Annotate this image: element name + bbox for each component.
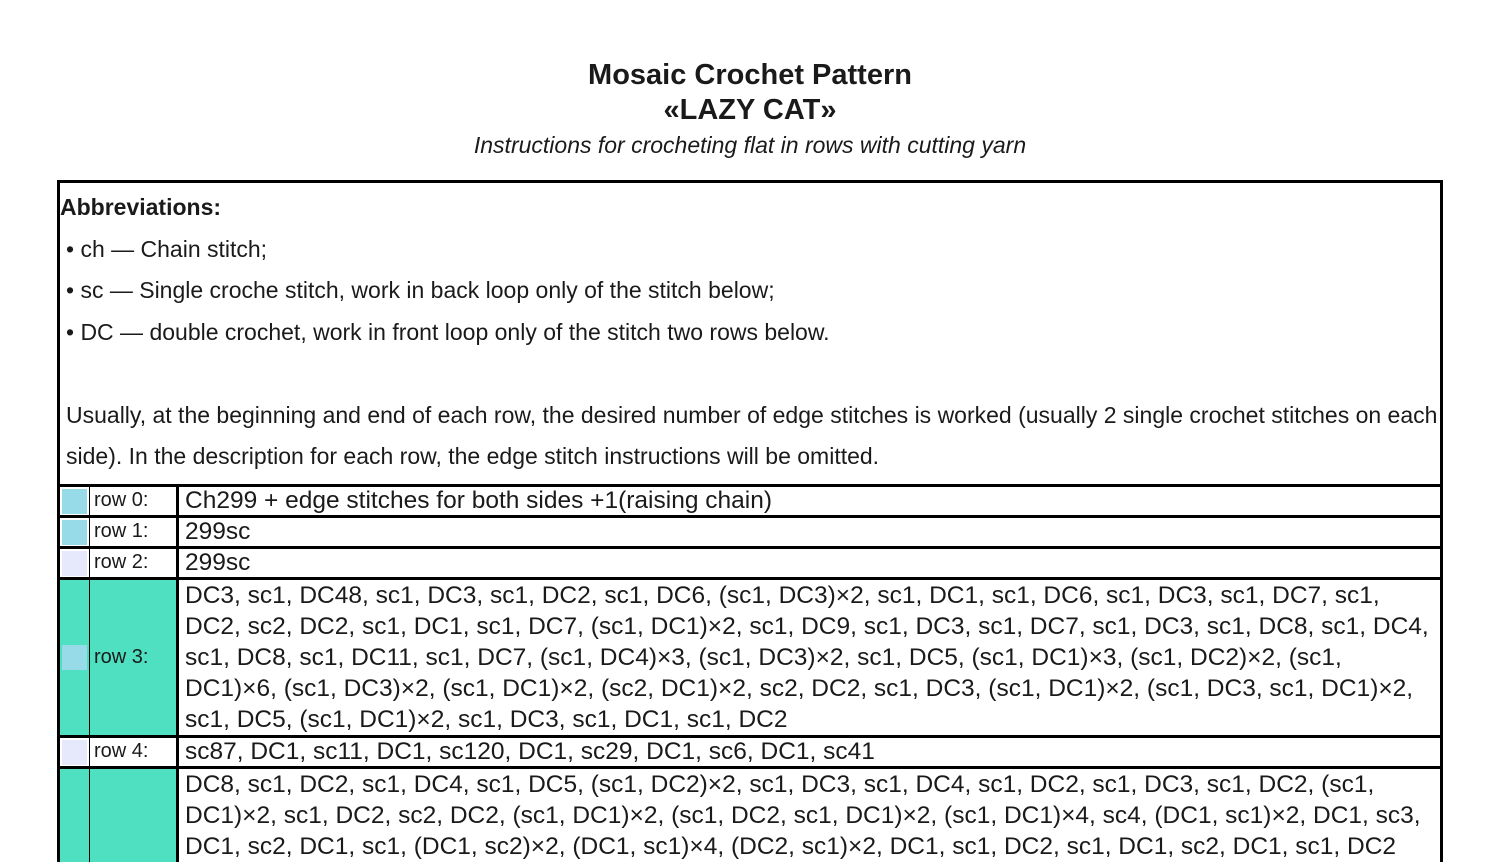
page-header [0, 58, 1500, 161]
pattern-sheet [57, 180, 1443, 862]
row-instruction: DC3, sc1, DC48, sc1, DC3, sc1, DC2, sc1, DC6, (sc1, DC3)×2, sc1, DC1, sc1, DC6, sc1, DC3, sc1, DC7, sc1, DC2, sc2, DC2, sc1, DC1, sc1, DC7, (sc1, DC1)×2, sc1, DC9, sc1, DC3, sc1, DC7, sc1, DC3, sc1, DC8, sc1, DC4, sc1, DC8, sc1, DC11, sc1, DC7, (sc1, DC4)×3, (sc1, DC3)×2, sc1, DC5, (sc1, DC1)×3, (sc1, DC2)×2, (sc1, DC1)×6, (sc1, DC3)×2, (sc1, DC1)×2, (sc2, DC1)×2, sc2, DC2, sc1, DC3, (sc1, DC1)×2, (sc1, DC3, sc1, DC1)×2, sc1, DC5, (sc1, DC1)×2, sc1, DC3, sc1, DC1, sc1, DC2 [185, 581, 1429, 733]
pattern-row [60, 766, 1440, 862]
row-label: row 1: [90, 518, 179, 546]
yarn-color-swatch [62, 551, 87, 576]
pattern-name: «LAZY CAT» [663, 94, 837, 126]
row-color-cell [60, 549, 90, 577]
yarn-color-swatch [62, 489, 87, 514]
row-color-cell [60, 738, 90, 766]
row-color-cell [60, 487, 90, 515]
row-label: row 0: [90, 487, 179, 515]
spacer [60, 353, 1440, 395]
row-color-cell [60, 580, 90, 735]
row-instruction: Ch299 + edge stitches for both sides +1(raising chain) [185, 486, 772, 514]
row-color-cell [60, 518, 90, 546]
abbreviation-item: • sc — Single croche stitch, work in back loop only of the stitch below; [66, 277, 775, 303]
row-instructions [60, 484, 1440, 862]
row-label: row 3: [90, 580, 179, 735]
pattern-row [60, 735, 1440, 766]
yarn-color-swatch [62, 520, 87, 545]
yarn-color-swatch [62, 803, 87, 828]
abbreviations-heading: Abbreviations: [60, 194, 222, 220]
row-instruction: 299sc [185, 548, 251, 576]
pattern-row [60, 546, 1440, 577]
row-label: row 4: [90, 738, 179, 766]
pattern-row [60, 515, 1440, 546]
pattern-row [60, 577, 1440, 735]
abbreviation-item: • DC — double crochet, work in front loop only of the stitch two rows below. [66, 318, 830, 345]
pattern-tagline: Instructions for crocheting flat in rows with cutting yarn [473, 132, 1027, 158]
row-instruction: 299sc [185, 517, 251, 545]
row-instruction: sc87, DC1, sc11, DC1, sc120, DC1, sc29, DC1, sc6, DC1, sc41 [185, 737, 875, 765]
row-label [90, 769, 179, 862]
edge-stitch-note: Usually, at the beginning and end of each row, the desired number of edge stitches is worked (usually 2 single crochet stitches on each side). In the description for each row, the edge stitch instructions will be omitted. [66, 401, 1438, 469]
page-title: Mosaic Crochet Pattern [588, 59, 912, 91]
pattern-row [60, 484, 1440, 515]
yarn-color-swatch [62, 740, 87, 765]
yarn-color-swatch [62, 645, 87, 670]
row-color-cell [60, 769, 90, 862]
row-label: row 2: [90, 549, 179, 577]
abbreviations-box [60, 183, 1440, 484]
abbreviation-item: • ch — Chain stitch; [66, 235, 268, 262]
row-instruction: DC8, sc1, DC2, sc1, DC4, sc1, DC5, (sc1, DC2)×2, sc1, DC3, sc1, DC4, sc1, DC2, sc1, DC3, sc1, DC2, (sc1, DC1)×2, sc1, DC2, sc2, DC2, (sc1, DC1)×2, (sc1, DC2, sc1, DC1)×2, (sc1, DC1)×4, sc4, (DC1, sc1)×2, DC1, sc3, DC1, sc2, DC1, sc1, (DC1, sc2)×2, (DC1, sc1)×4, (DC2, sc1)×2, DC1, sc1, DC2, sc1, DC1, sc2, DC1, sc1, DC2 [185, 770, 1421, 860]
